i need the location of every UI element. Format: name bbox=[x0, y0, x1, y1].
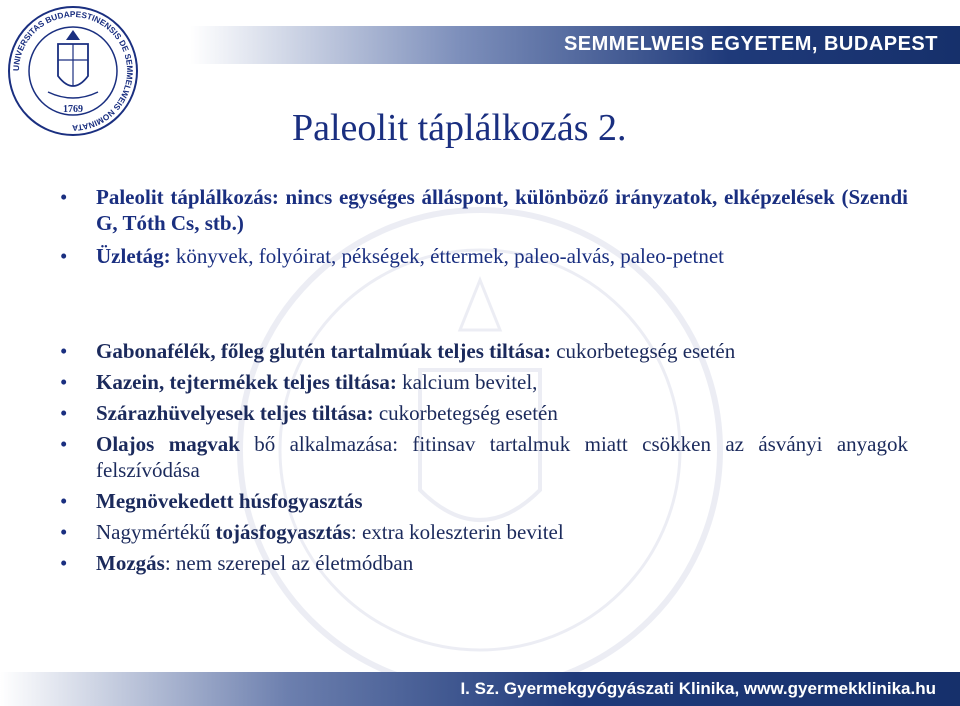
clinic-footer: I. Sz. Gyermekgyógyászati Klinika, www.gyermekklinika.hu bbox=[460, 679, 936, 698]
item-bold: tojásfogyasztás bbox=[215, 520, 351, 544]
item-text: : nem szerepel az életmódban bbox=[164, 551, 414, 575]
bullet-list-restrictions bbox=[52, 338, 908, 581]
list-item bbox=[52, 400, 908, 426]
item-text: kalcium bevitel, bbox=[396, 370, 538, 394]
header-bar bbox=[190, 26, 960, 64]
item-bold: Üzletág: bbox=[96, 244, 171, 268]
item-bold: Szárazhüvelyesek teljes tiltása: bbox=[96, 401, 374, 425]
list-item bbox=[52, 243, 908, 269]
item-pre: Nagymértékű bbox=[96, 520, 216, 544]
footer-bar bbox=[0, 672, 960, 706]
item-bold: Paleolit táplálkozás: nincs egységes álláspont, különböző irányzatok, elképzelések (Szendi G, Tóth Cs, stb.) bbox=[96, 185, 908, 235]
list-item bbox=[52, 369, 908, 395]
list-item bbox=[52, 550, 908, 576]
item-text: könyvek, folyóirat, pékségek, éttermek, paleo-alvás, paleo-petnet bbox=[170, 244, 725, 268]
seal-year: 1769 bbox=[63, 104, 83, 115]
item-bold: Megnövekedett húsfogyasztás bbox=[96, 489, 363, 513]
list-item bbox=[52, 431, 908, 483]
list-item bbox=[52, 184, 908, 236]
bullet-icon: • bbox=[60, 551, 68, 575]
university-name: SEMMELWEIS EGYETEM, BUDAPEST bbox=[563, 33, 938, 55]
bullet-icon: • bbox=[60, 489, 68, 513]
bullet-icon: • bbox=[60, 401, 68, 425]
item-text: : extra koleszterin bevitel bbox=[350, 520, 564, 544]
item-bold: Gabonafélék, főleg glutén tartalmúak teljes tiltása: bbox=[96, 339, 551, 363]
seal-ring-text: UNIVERSITAS BUDAPESTINENSIS DE SEMMELWEIS NOMINATA bbox=[10, 8, 136, 134]
item-bold: Olajos magvak bbox=[96, 432, 240, 456]
item-text: bő alkalmazása: fitinsav tartalmuk miatt csökken az ásványi anyagok felszívódása bbox=[96, 432, 908, 482]
bullet-icon: • bbox=[60, 244, 68, 268]
bullet-icon: • bbox=[60, 185, 68, 209]
bullet-icon: • bbox=[60, 339, 68, 363]
item-bold: Kazein, tejtermékek teljes tiltása: bbox=[96, 370, 397, 394]
item-bold: Mozgás bbox=[96, 551, 165, 575]
list-item bbox=[52, 338, 908, 364]
bullet-list-overview bbox=[52, 184, 908, 276]
item-text: cukorbetegség esetén bbox=[373, 401, 558, 425]
bullet-icon: • bbox=[60, 520, 68, 544]
list-item bbox=[52, 488, 908, 514]
item-text: cukorbetegség esetén bbox=[550, 339, 736, 363]
bullet-icon: • bbox=[60, 432, 68, 456]
slide-title: Paleolit táplálkozás 2. bbox=[292, 107, 627, 149]
list-item bbox=[52, 519, 908, 545]
university-seal-logo bbox=[6, 4, 140, 138]
bullet-icon: • bbox=[60, 370, 68, 394]
